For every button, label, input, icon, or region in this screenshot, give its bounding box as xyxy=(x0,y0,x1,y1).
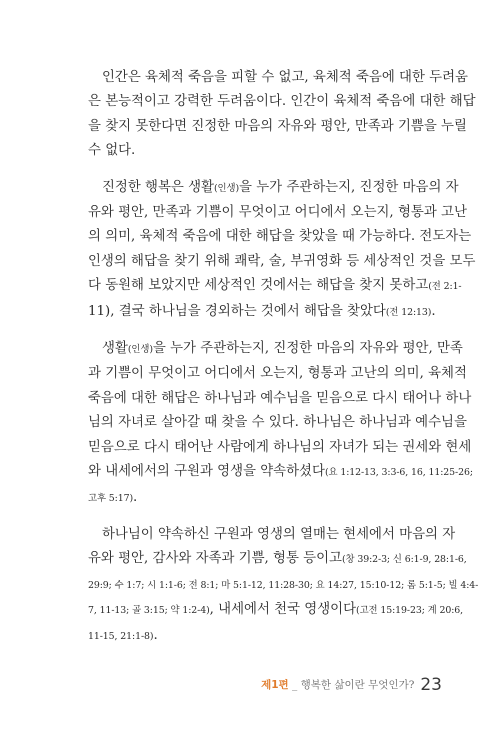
text-line: 은 본능적이고 강력한 두려움이다. 인간이 육체적 죽음에 대한 해답 xyxy=(88,94,476,110)
text-line: 생활(인생)을 누가 주관하는지, 진정한 마음의 자유와 평안, 만족 xyxy=(102,341,463,357)
paragraph-2 xyxy=(88,176,476,325)
bible-reference: 11-15, 21:1-8) xyxy=(88,630,154,642)
text-line: 7, 11-13; 골 3:15; 약 1:2-4), 내세에서 천국 영생이다(고전 15:19-23; 계 20:6, xyxy=(88,602,464,618)
chapter-title: 행복한 삶이란 무엇인가? xyxy=(300,679,415,691)
text-line: 11), 결국 하나님을 경외하는 것에서 해답을 찾았다(전 12:13). xyxy=(88,303,436,319)
text-line: 고후 5:17). xyxy=(88,489,138,505)
bible-reference: 29:9; 수 1:7; 시 1:1-6; 전 8:1; 마 5:1-12, 11:28-30; 요 14:27, 15:10-12; 롬 5:1-5; 빌 4:4- xyxy=(88,579,479,591)
paragraph-3 xyxy=(88,337,473,511)
page-number: 23 xyxy=(420,675,442,695)
bible-reference: (고전 15:19-23; 계 20:6, xyxy=(356,605,464,617)
paragraph-1 xyxy=(88,66,476,164)
text-line xyxy=(88,573,479,598)
paragraph-4 xyxy=(88,523,479,649)
text-line: 믿음으로 다시 태어난 사람에게 하나님의 자녀가 되는 권세와 현세 xyxy=(88,439,472,455)
text-line: 다 동원해 보았지만 세상적인 것에서는 해답을 찾지 못하고(전 2:1- xyxy=(88,278,462,294)
text-line: 의 의미, 육체적 죽음에 대한 해답을 찾았을 때 가능하다. 전도자는 xyxy=(88,229,472,245)
reference-note: (인생) xyxy=(127,344,153,356)
text-line: 와 내세에서의 구원과 영생을 약속하셨다(요 1:12-13, 3:3-6, 16, 11:25-26; xyxy=(88,464,473,480)
part-label: 제1편 xyxy=(261,679,289,691)
text-line: 인간은 육체적 죽음을 피할 수 없고, 육체적 죽음에 대한 두려움 xyxy=(102,70,468,85)
reference-note: (인생) xyxy=(214,182,240,194)
text-line: 유와 평안, 감사와 자족과 기쁨, 형통 등이고(창 39:2-3; 신 6:1-9, 28:1-6, xyxy=(88,551,467,567)
bible-reference: (창 39:2-3; 신 6:1-9, 28:1-6, xyxy=(341,554,467,566)
page-footer xyxy=(261,673,442,695)
text-line: 유와 평안, 만족과 기쁨이 무엇이고 어디에서 오는지, 형통과 고난 xyxy=(88,205,467,221)
text-line: 죽음에 대한 해답은 하나님과 예수님을 믿음으로 다시 태어나 하나 xyxy=(88,390,472,406)
bible-reference: (요 1:12-13, 3:3-6, 16, 11:25-26; xyxy=(324,467,473,479)
text-line: 님의 자녀로 살아갈 때 찾을 수 있다. 하나님은 하나님과 예수님을 xyxy=(88,415,467,431)
text-line: 하나님이 약속하신 구원과 영생의 열매는 현세에서 마음의 자 xyxy=(102,526,456,542)
bible-reference: 고후 5:17) xyxy=(88,492,134,504)
text-line: 과 기쁨이 무엇이고 어디에서 오는지, 형통과 고난의 의미, 육체적 xyxy=(88,366,467,382)
body-text xyxy=(88,66,479,661)
footer-separator: _ xyxy=(288,679,301,691)
bible-reference: (전 12:13) xyxy=(385,306,432,318)
text-line: 인생의 해답을 찾기 위해 쾌락, 술, 부귀영화 등 세상적인 것을 모두 xyxy=(88,253,476,269)
text-line: 진정한 행복은 생활(인생)을 누가 주관하는지, 진정한 마음의 자 xyxy=(102,179,459,195)
text-line: 수 없다. xyxy=(88,143,136,159)
bible-reference: 7, 11-13; 골 3:15; 약 1:2-4) xyxy=(88,605,210,617)
text-line: 11-15, 21:1-8). xyxy=(88,627,158,643)
bible-reference: (전 2:1- xyxy=(428,281,462,293)
text-line: 을 찾지 못한다면 진정한 마음의 자유와 평안, 만족과 기쁨을 누릴 xyxy=(88,118,467,134)
